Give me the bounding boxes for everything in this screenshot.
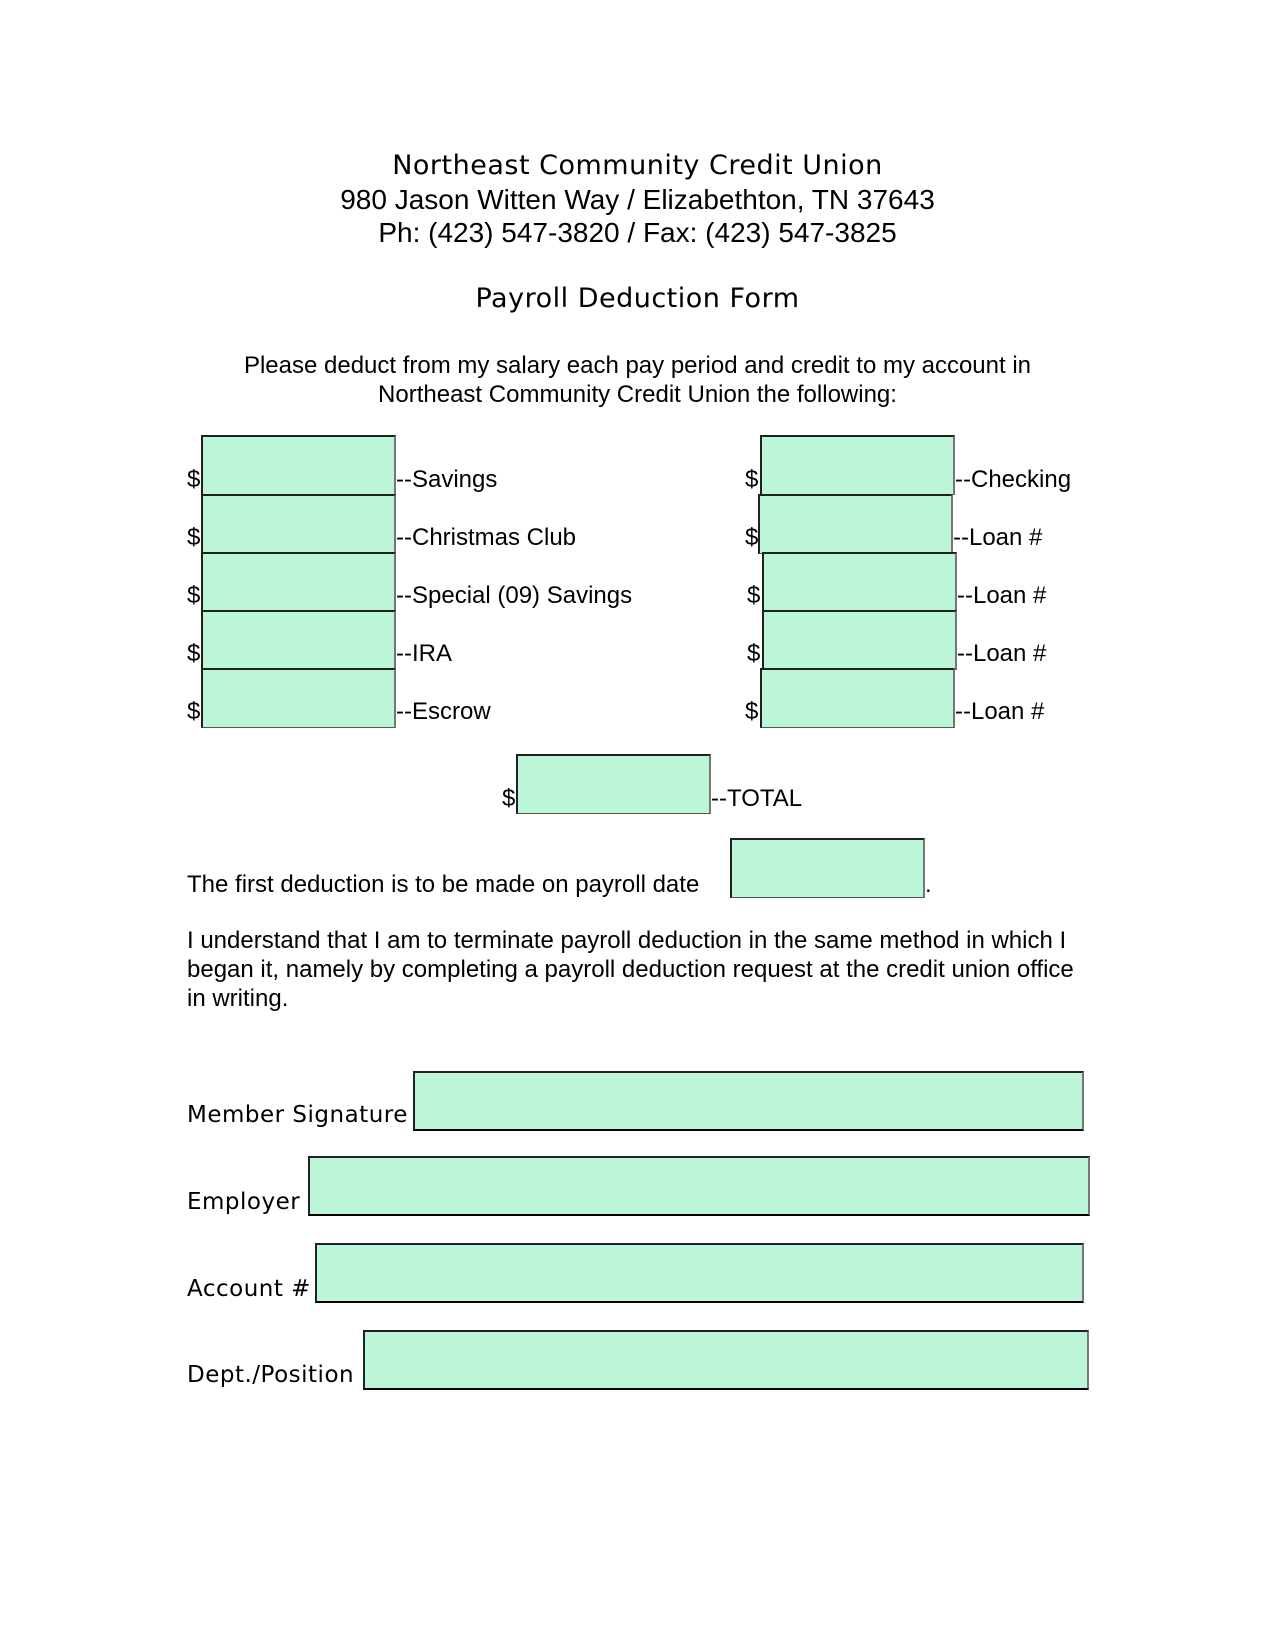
escrow-label: --Escrow	[396, 698, 491, 725]
loan-label-2: --Loan #	[957, 582, 1047, 609]
dollar-sign: $	[747, 640, 761, 667]
christmas-club-amount-field[interactable]	[201, 494, 396, 554]
savings-amount-field[interactable]	[201, 435, 396, 495]
dollar-sign: $	[187, 698, 201, 725]
loan-label-4: --Loan #	[955, 698, 1045, 725]
total-amount-field[interactable]	[516, 754, 711, 814]
dept-position-label: Dept./Position	[187, 1362, 355, 1388]
dollar-sign: $	[502, 785, 516, 812]
dollar-sign: $	[745, 466, 759, 493]
ira-label: --IRA	[396, 640, 452, 667]
account-number-field[interactable]	[315, 1243, 1084, 1303]
checking-label: --Checking	[955, 466, 1072, 493]
org-name: Northeast Community Credit Union	[392, 150, 883, 181]
payroll-date-field[interactable]	[730, 838, 925, 898]
christmas-club-label: --Christmas Club	[396, 524, 577, 551]
employer-label: Employer	[187, 1189, 301, 1215]
special-savings-label: --Special (09) Savings	[396, 582, 633, 609]
org-phone-fax: Ph: (423) 547-3820 / Fax: (423) 547-3825	[378, 217, 897, 248]
loan-label-1: --Loan #	[953, 524, 1043, 551]
first-deduction-period: .	[925, 871, 932, 898]
dept-position-field[interactable]	[363, 1330, 1089, 1390]
checking-amount-field[interactable]	[760, 435, 955, 495]
employer-field[interactable]	[308, 1156, 1090, 1216]
member-signature-field[interactable]	[413, 1071, 1084, 1131]
dollar-sign: $	[747, 582, 761, 609]
loan-amount-field-4[interactable]	[760, 668, 955, 728]
dollar-sign: $	[187, 582, 201, 609]
intro-line-2: Northeast Community Credit Union the following:	[378, 381, 897, 408]
account-number-label: Account #	[187, 1276, 311, 1302]
intro-line-1: Please deduct from my salary each pay period and credit to my account in	[243, 352, 1032, 379]
org-address: 980 Jason Witten Way / Elizabethton, TN 37643	[340, 184, 935, 215]
dollar-sign: $	[187, 640, 201, 667]
intro-text	[0, 351, 1275, 409]
dollar-sign: $	[187, 524, 201, 551]
form-title: Payroll Deduction Form	[475, 283, 800, 314]
loan-amount-field-3[interactable]	[762, 610, 957, 670]
loan-amount-field-1[interactable]	[758, 494, 953, 554]
terms-paragraph: I understand that I am to terminate payroll deduction in the same method in which I began it, namely by completing a payroll deduction request at the credit union office in writing.	[187, 927, 1074, 1012]
loan-amount-field-2[interactable]	[762, 552, 957, 612]
first-deduction-text: The first deduction is to be made on payroll date	[187, 871, 700, 898]
ira-amount-field[interactable]	[201, 610, 396, 670]
special-savings-amount-field[interactable]	[201, 552, 396, 612]
loan-label-3: --Loan #	[957, 640, 1047, 667]
dollar-sign: $	[187, 466, 201, 493]
savings-label: --Savings	[396, 466, 498, 493]
dollar-sign: $	[745, 524, 759, 551]
total-label: --TOTAL	[711, 785, 803, 812]
dollar-sign: $	[745, 698, 759, 725]
escrow-amount-field[interactable]	[201, 668, 396, 728]
member-signature-label: Member Signature	[187, 1102, 408, 1128]
